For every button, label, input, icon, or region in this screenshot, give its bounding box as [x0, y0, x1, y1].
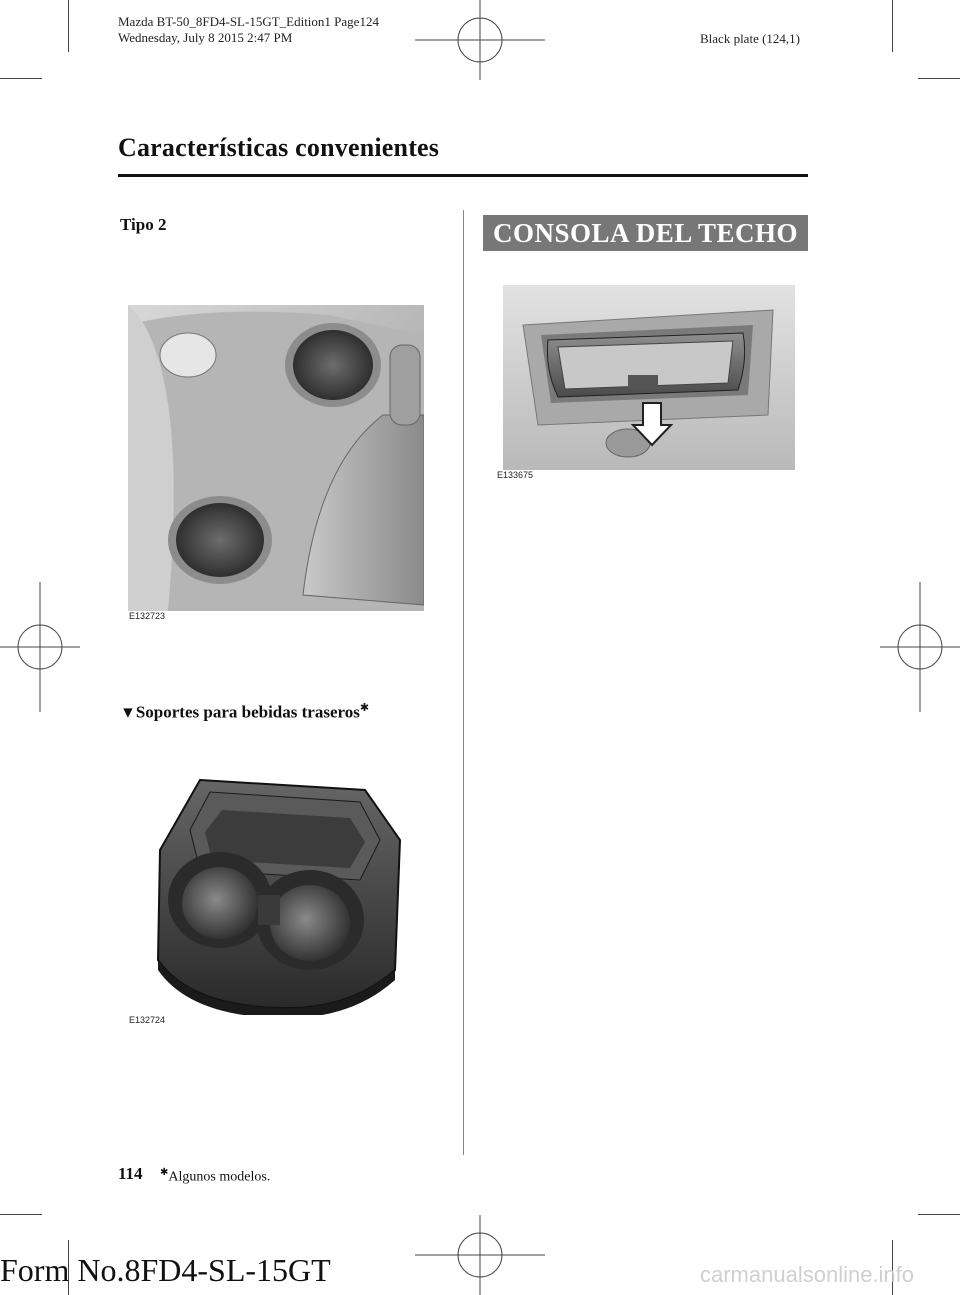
plate-label: Black plate (124,1) — [700, 31, 800, 46]
slug-line-2: Wednesday, July 8 2015 2:47 PM — [118, 30, 293, 45]
footnote — [160, 1167, 270, 1186]
footnote-marker-icon: ✱ — [160, 1167, 169, 1178]
form-number: Form No.8FD4-SL-15GT — [0, 1252, 331, 1288]
page-number: 114 — [118, 1164, 143, 1183]
section-title: Características convenientes — [118, 133, 440, 162]
crop-mark — [918, 1214, 960, 1215]
crop-mark — [0, 1214, 42, 1215]
footnote-text: Algunos modelos. — [168, 1169, 271, 1185]
registration-mark-bottom — [415, 1215, 545, 1295]
registration-mark-right — [880, 582, 960, 712]
crop-mark — [918, 78, 960, 79]
rear-cupholders-illustration — [150, 770, 410, 1015]
figure-rear-cupholders — [150, 770, 410, 1015]
figure3-code: E133675 — [497, 470, 534, 480]
rear-heading-text: Soportes para bebidas traseros — [135, 702, 360, 722]
figure1-code: E132723 — [129, 611, 166, 621]
overhead-console-illustration — [503, 285, 795, 470]
crop-mark — [68, 0, 69, 52]
header-rule — [118, 174, 808, 177]
cupholders-illustration — [128, 305, 424, 611]
crop-mark — [0, 78, 42, 79]
figure2-code: E132724 — [129, 1015, 166, 1025]
figure-overhead-console — [503, 285, 795, 470]
triangle-bullet-icon: ▼ — [120, 704, 136, 722]
slug-line-1: Mazda BT-50_8FD4-SL-15GT_Edition1 Page124 — [118, 14, 379, 29]
registration-mark-top — [415, 0, 545, 80]
column-divider — [463, 210, 464, 1155]
figure-front-cupholders — [128, 305, 424, 611]
registration-mark-left — [0, 582, 80, 712]
crop-mark — [892, 0, 893, 52]
optional-marker-icon: ✱ — [359, 702, 370, 714]
watermark: carmanualsonline.info — [700, 1262, 915, 1287]
tipo-heading: Tipo 2 — [120, 215, 167, 234]
rear-cupholders-heading — [120, 701, 369, 722]
overhead-console-banner: CONSOLA DEL TECHO — [483, 215, 808, 251]
print-slug — [118, 14, 379, 46]
